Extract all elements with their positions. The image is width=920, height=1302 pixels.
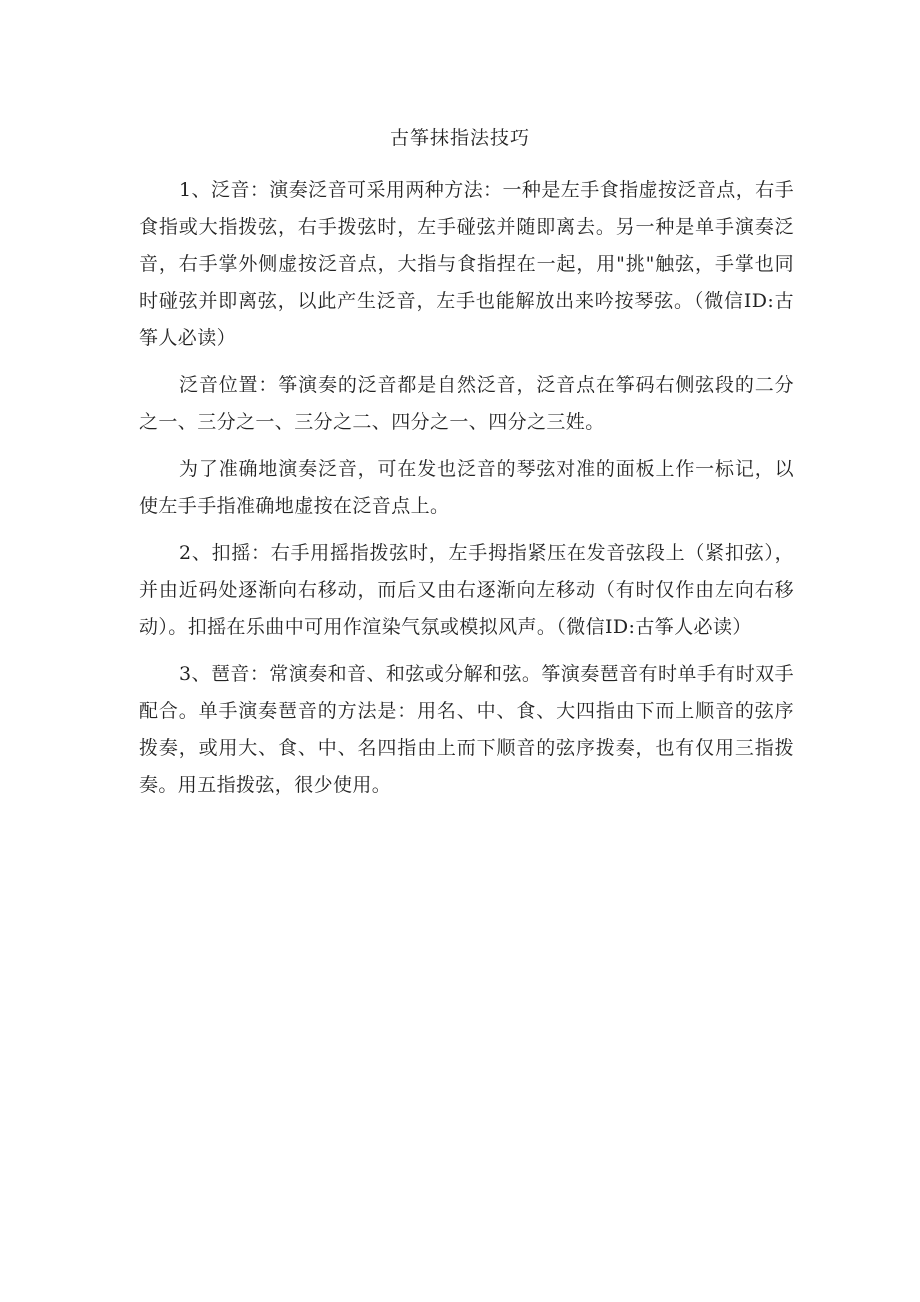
paragraph-kou-yao: 2、扣摇：右手用摇指拨弦时，左手拇指紧压在发音弦段上（紧扣弦），并由近码处逐渐向右移动，而后又由右逐渐向左移动（有时仅作由左向右移动）。扣摇在乐曲中可用作渲染气氛或模拟风声。（微信ID:古筝人必读） <box>139 542 794 638</box>
paragraph-arpeggio: 3、琶音：常演奏和音、和弦或分解和弦。筝演奏琶音有时单手有时双手配合。单手演奏琶音的方法是：用名、中、食、大四指由下而上顺音的弦序拨奏，或用大、食、中、名四指由上而下顺音的弦序拨奏，也有仅用三指拨奏。用五指拨弦，很少使用。 <box>139 663 794 796</box>
document-title: 古筝抹指法技巧 <box>389 127 530 149</box>
paragraph-harmonic-marking: 为了准确地演奏泛音，可在发也泛音的琴弦对准的面板上作一标记，以使左手手指准确地虚按在泛音点上。 <box>139 458 794 517</box>
paragraph-harmonic-positions: 泛音位置：筝演奏的泛音都是自然泛音，泛音点在筝码右侧弦段的二分之一、三分之一、三分之二、四分之一、四分之三姓。 <box>139 374 794 433</box>
paragraph-harmonics: 1、泛音：演奏泛音可采用两种方法：一种是左手食指虚按泛音点，右手食指或大指拨弦，右手拨弦时，左手碰弦并随即离去。另一种是单手演奏泛音，右手掌外侧虚按泛音点，大指与食指捏在一起，用"挑"触弦，手掌也同时碰弦并即离弦，以此产生泛音，左手也能解放出来吟按琴弦。（微信ID:古筝人必读） <box>139 179 794 349</box>
document-body <box>139 172 794 804</box>
